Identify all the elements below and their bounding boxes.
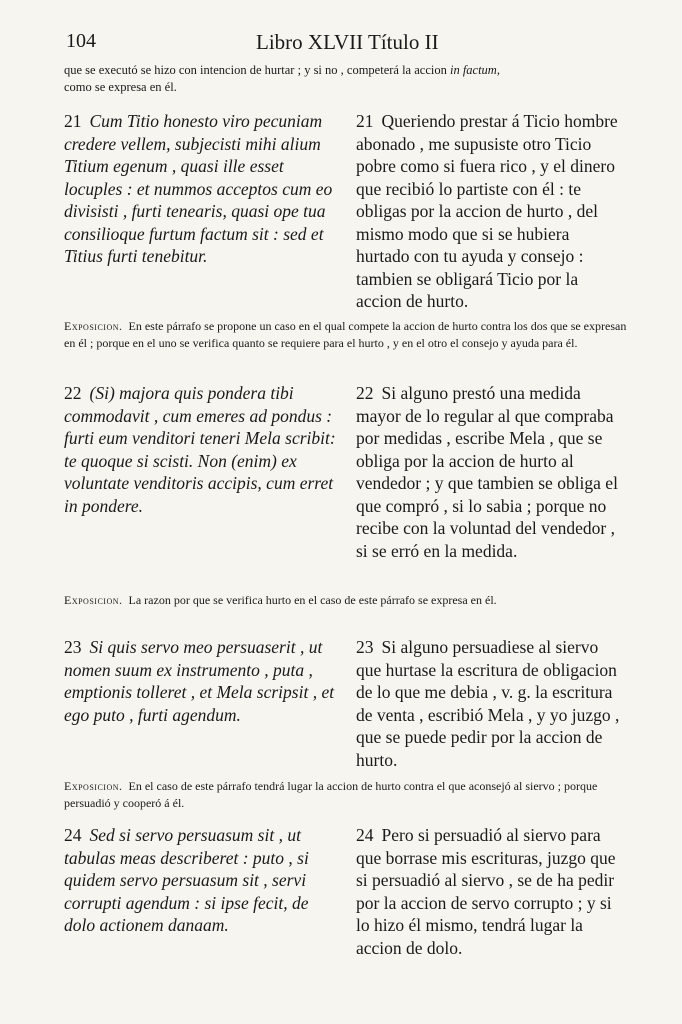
exposicion-label: Exposicion. bbox=[64, 319, 123, 333]
exposicion-label: Exposicion. bbox=[64, 779, 123, 793]
latin-paragraph-22 bbox=[64, 382, 336, 517]
continued-italic: in factum, bbox=[449, 63, 500, 77]
spanish-paragraph-21 bbox=[356, 110, 626, 313]
spanish-paragraph-22 bbox=[356, 382, 626, 562]
spanish-paragraph-23 bbox=[356, 636, 626, 771]
spanish-text: Si alguno persuadiese al siervo que hurtase la escritura de obligacion de lo que me debia , v. g. la escritura de venta , escribió Mela , y yo juzgo , que se puede pedir por la accion de hurto. bbox=[356, 637, 620, 770]
spanish-paragraph-number: 23 bbox=[356, 637, 374, 657]
latin-paragraph-24 bbox=[64, 824, 336, 937]
latin-paragraph-21 bbox=[64, 110, 336, 268]
latin-text: (Si) majora quis pondera tibi commodavit , cum emeres ad pondus : furti eum venditori teneri Mela scribit: te quoque si scisti. Non (enim) ex voluntate venditoris accipis, cum erret in pondere. bbox=[64, 383, 336, 516]
continued-text: que se executó se hizo con intencion de hurtar ; y si no , competerá la accion bbox=[64, 63, 447, 77]
latin-paragraph-number: 21 bbox=[64, 111, 82, 131]
spanish-paragraph-number: 21 bbox=[356, 111, 374, 131]
latin-paragraph-number: 22 bbox=[64, 383, 82, 403]
continued-text-line2: como se expresa en él. bbox=[64, 80, 177, 94]
latin-text: Sed si servo persuasum sit , ut tabulas meas describeret : puto , si quidem servo persuasum sit , servi corrupti agendum : si ipse fecit, de dolo actionem danaam. bbox=[64, 825, 309, 935]
latin-text: Si quis servo meo persuaserit , ut nomen suum ex instrumento , puta , emptionis tolleret , et Mela scripsit , et ego puto , furti agendum. bbox=[64, 637, 335, 725]
page-header bbox=[66, 30, 622, 56]
latin-text: Cum Titio honesto viro pecuniam credere vellem, subjecisti mihi alium Titium egenum , quasi ille esset locuples : et nummos acceptos cum eo divisisti , furti tenearis, quasi ope tua consilioque furtum factum sit : sed et Titius furti tenebitur. bbox=[64, 111, 333, 266]
spanish-paragraph-number: 24 bbox=[356, 825, 374, 845]
spanish-text: Pero si persuadió al siervo para que borrase mis escrituras, juzgo que si persuadió al siervo , se de ha pedir por la accion de servo corrupto ; y si lo hizo él mismo, tendrá lugar la accion de dolo. bbox=[356, 825, 616, 958]
continued-paragraph bbox=[64, 62, 630, 96]
latin-paragraph-number: 23 bbox=[64, 637, 82, 657]
spanish-text: Queriendo prestar á Ticio hombre abonado , me supusiste otro Ticio pobre como si fuera rico , y el dinero que recibió lo partiste con él : te obligas por la accion de hurto , del mismo modo que si se hubiera hurtado con tu ayuda y consejo : tambien se obligará Ticio por la accion de hurto. bbox=[356, 111, 618, 311]
running-title: Libro XLVII Título II bbox=[256, 30, 439, 54]
exposicion-text: En este párrafo se propone un caso en el qual compete la accion de hurto contra los dos que se expresan en él ; porque en el uno se verifica quanto se requiere para el hurto , y en el otro el consejo y ayuda para él. bbox=[64, 319, 627, 350]
exposicion-23 bbox=[64, 778, 630, 811]
exposicion-text: La razon por que se verifica hurto en el caso de este párrafo se expresa en él. bbox=[128, 593, 497, 607]
page-number: 104 bbox=[66, 30, 96, 52]
exposicion-text: En el caso de este párrafo tendrá lugar la accion de hurto contra el que aconsejó al siervo ; porque persuadió y cooperó á él. bbox=[64, 779, 598, 810]
exposicion-label: Exposicion. bbox=[64, 593, 123, 607]
spanish-text: Si alguno prestó una medida mayor de lo regular al que compraba por medidas , escribe Mela , que se obliga por la accion de hurto al vendedor ; y que tambien se obliga el que compró , si lo sabia ; porque no recibe con la voluntad del vendedor , si se erró en la medida. bbox=[356, 383, 618, 561]
latin-paragraph-number: 24 bbox=[64, 825, 82, 845]
exposicion-21 bbox=[64, 318, 630, 351]
spanish-paragraph-number: 22 bbox=[356, 383, 374, 403]
latin-paragraph-23 bbox=[64, 636, 336, 726]
spanish-paragraph-24 bbox=[356, 824, 626, 959]
exposicion-22 bbox=[64, 592, 630, 609]
